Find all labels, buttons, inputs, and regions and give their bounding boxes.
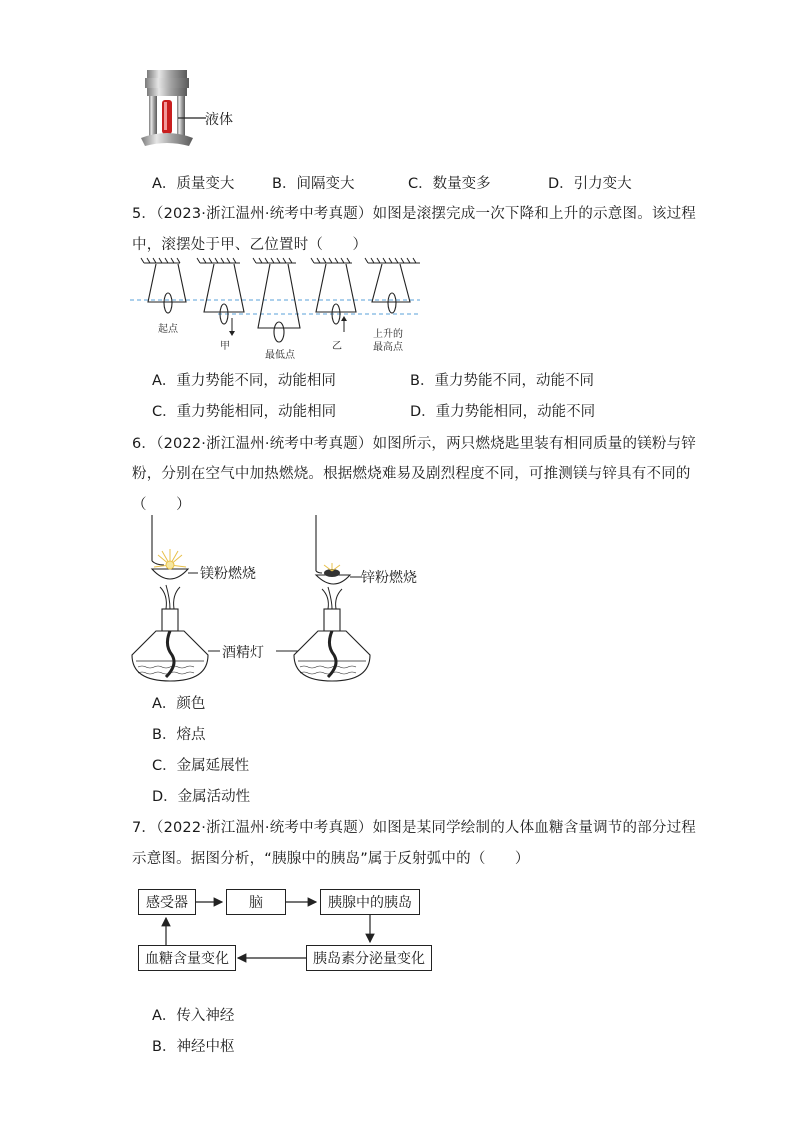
- alcohol-lamps-diagram: [128, 515, 368, 695]
- q5-option-a[interactable]: A．重力势能不同，动能相同: [152, 373, 336, 389]
- magnesium-burning-label: 镁粉燃烧: [200, 566, 256, 582]
- q5-stem-line2: 中，滚摆处于甲、乙位置时（ ）: [132, 237, 368, 253]
- flow-box-brain: 脑: [226, 889, 286, 915]
- q6-option-b[interactable]: B．熔点: [152, 727, 206, 743]
- yoyo-label-rise: 上升的: [373, 329, 403, 340]
- zinc-burning-label: 锌粉燃烧: [361, 570, 417, 586]
- q7-option-b[interactable]: B．神经中枢: [152, 1039, 235, 1055]
- q6-option-a[interactable]: A．颜色: [152, 696, 206, 712]
- q6-stem-line3: （ ）: [132, 497, 191, 513]
- flow-box-insulin-change: 胰岛素分泌量变化: [306, 945, 432, 971]
- flow-box-pancreatic-islet: 胰腺中的胰岛: [320, 889, 420, 915]
- liquid-label: 液体: [205, 112, 233, 128]
- q6-option-d[interactable]: D．金属活动性: [152, 789, 251, 805]
- q4-option-a[interactable]: A．质量变大: [152, 176, 235, 192]
- q7-option-a[interactable]: A．传入神经: [152, 1008, 235, 1024]
- q7-stem-line1: 7．（2022·浙江温州·统考中考真题）如图是某同学绘制的人体血糖含量调节的部分过程: [132, 820, 696, 836]
- q4-option-d[interactable]: D．引力变大: [548, 176, 632, 192]
- flow-box-blood-sugar-change: 血糖含量变化: [138, 945, 236, 971]
- q5-stem-line1: 5．（2023·浙江温州·统考中考真题）如图是滚摆完成一次下降和上升的示意图。该过程: [132, 206, 696, 222]
- q6-stem-line1: 6．（2022·浙江温州·统考中考真题）如图所示，两只燃烧匙里装有相同质量的镁粉与锌: [132, 436, 696, 452]
- yoyo-label-jia: 甲: [220, 341, 230, 352]
- q5-option-d[interactable]: D．重力势能相同，动能不同: [410, 404, 596, 420]
- flow-box-receptor: 感受器: [138, 889, 196, 915]
- q5-option-c[interactable]: C．重力势能相同，动能相同: [152, 404, 337, 420]
- yoyo-label-yi: 乙: [332, 341, 342, 352]
- q4-option-c[interactable]: C．数量变多: [408, 176, 491, 192]
- q7-stem-line2: 示意图。据图分析，“胰腺中的胰岛”属于反射弧中的（ ）: [132, 851, 530, 867]
- alcohol-lamp-label: 酒精灯: [222, 645, 264, 661]
- q4-option-b[interactable]: B．间隔变大: [272, 176, 355, 192]
- yoyo-label-start: 起点: [158, 324, 178, 335]
- yoyo-label-highest: 最高点: [373, 342, 403, 353]
- sprinkler-illustration: [135, 66, 215, 156]
- yoyo-label-lowest: 最低点: [265, 350, 295, 361]
- q6-option-c[interactable]: C．金属延展性: [152, 758, 250, 774]
- q6-stem-line2: 粉，分别在空气中加热燃烧。根据燃烧难易及剧烈程度不同，可推测镁与锌具有不同的: [132, 466, 691, 482]
- q5-option-b[interactable]: B．重力势能不同，动能不同: [410, 373, 594, 389]
